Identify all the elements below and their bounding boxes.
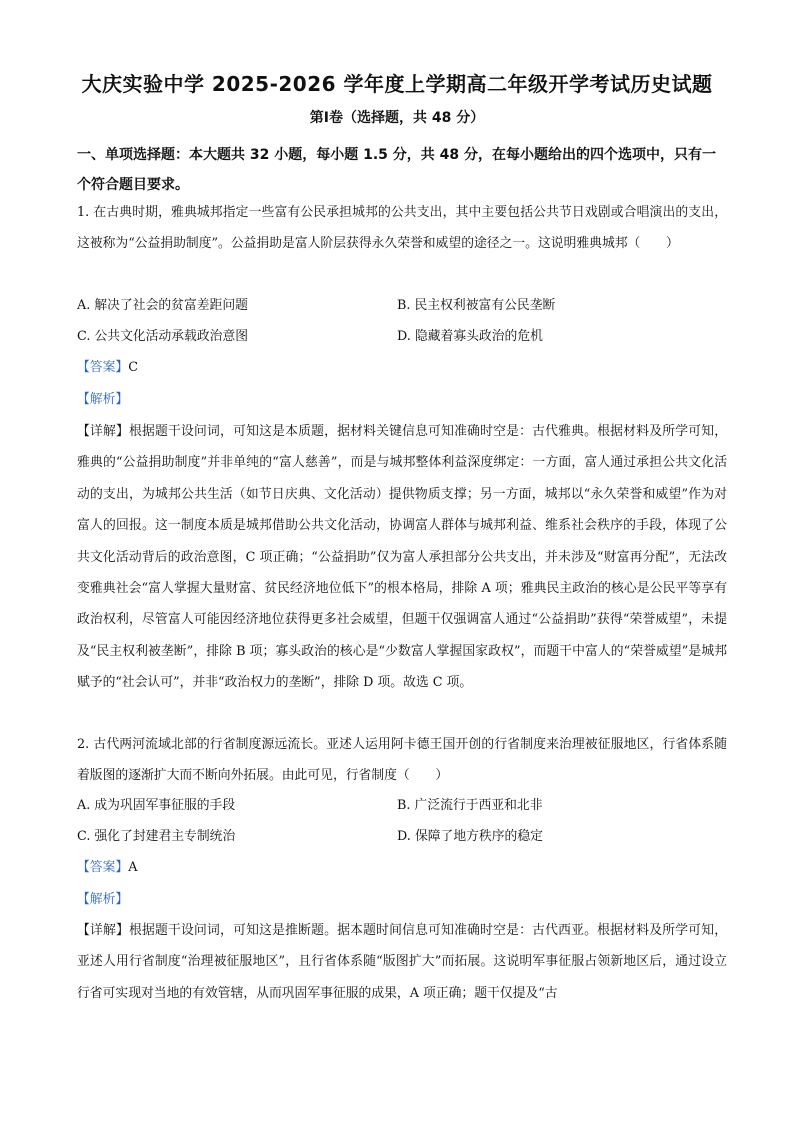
- q2-option-a: A. 成为巩固军事征服的手段: [77, 798, 236, 813]
- detail-tag: 【详解】: [77, 923, 130, 938]
- q2-detail-text: 根据题干设问词，可知这是推断题。据本题时间信息可知准确时空是：古代西亚。根据材料及所学可知，亚述人用行省制度“治理被征服地区”，且行省体系随“版图扩大”而拓展。这说明军事征服占领新地区后，通过设立行省可实现对当地的有效管辖，从而巩固军事征服的成果，A 项正确；题干仅提及“古: [77, 923, 728, 1001]
- analysis-tag: 【解析】: [77, 892, 129, 907]
- q1-option-d: D. 隐藏着寡头政治的危机: [397, 329, 543, 344]
- answer-tag: 【答案】: [77, 860, 129, 875]
- q2-answer-line: [77, 858, 137, 878]
- analysis-tag: 【解析】: [77, 392, 129, 407]
- q2-answer: A: [128, 860, 138, 875]
- q1-answer: C: [128, 360, 138, 375]
- q2-option-c: C. 强化了封建君主专制统治: [77, 829, 236, 844]
- page-title: 大庆实验中学 2025-2026 学年度上学期高二年级开学考试历史试题: [81, 72, 713, 96]
- q2-option-b: B. 广泛流行于西亚和北非: [397, 798, 543, 813]
- section-subtitle: 第Ⅰ卷（选择题，共 48 分）: [309, 110, 485, 126]
- detail-tag: 【详解】: [77, 424, 130, 439]
- q1-detail: [77, 416, 727, 699]
- q2-detail: [77, 915, 727, 1009]
- q1-option-a: A. 解决了社会的贫富差距问题: [77, 298, 248, 313]
- question-2-stem: 2. 古代两河流域北部的行省制度源远流长。亚述人运用阿卡德王国开创的行省制度来治理被征服地区，行省体系随着版图的逐渐扩大而不断向外拓展。由此可见，行省制度（ ）: [77, 737, 727, 784]
- q1-analysis-line: [77, 390, 128, 410]
- question-1-stem: 1. 在古典时期，雅典城邦指定一些富有公民承担城邦的公共支出，其中主要包括公共节日戏剧或合唱演出的支出，这被称为“公益捐助制度”。公益捐助是富人阶层获得永久荣誉和威望的途径之一。这说明雅典城邦（ ）: [77, 205, 727, 252]
- q1-detail-text: 根据题干设问词，可知这是本质题，据材料关键信息可知准确时空是：古代雅典。根据材料及所学可知，雅典的“公益捐助制度”并非单纯的“富人慈善”，而是与城邦整体利益深度绑定：一方面，富人通过承担公共文化活动的支出，为城邦公共生活（如节日庆典、文化活动）提供物质支撑；另一方面，城邦以“永久荣誉和威望”作为对富人的回报。这一制度本质是城邦借助公共文化活动，协调富人群体与城邦利益、维系社会秩序的手段，体现了公共文化活动背后的政治意图，C 项正确；“公益捐助”仅为富人承担部分公共支出，并未涉及“财富再分配”，无法改变雅典社会“富人掌握大量财富、贫民经济地位低下”的根本格局，排除 A 项；雅典民主政治的核心是公民平等享有政治权利，尽管富人可能因经济地位获得更多社会威望，但题干仅强调富人通过“公益捐助”获得“荣誉威望”，未提及“民主权利被垄断”，排除 B 项；寡头政治的核心是“少数富人掌握国家政权”，而题干中富人的“荣誉威望”是城邦赋予的“社会认可”，并非“政治权力的垄断”，排除 D 项。故选 C 项。: [77, 424, 728, 691]
- q1-option-b: B. 民主权利被富有公民垄断: [397, 298, 556, 313]
- q2-analysis-line: [77, 890, 128, 910]
- q1-answer-line: [77, 358, 138, 378]
- q1-option-c: C. 公共文化活动承载政治意图: [77, 329, 249, 344]
- section-heading: 一、单项选择题：本大题共 32 小题，每小题 1.5 分，共 48 分，在每小题给出的四个选项中，只有一个符合题目要求。: [77, 147, 717, 193]
- q2-option-d: D. 保障了地方秩序的稳定: [397, 829, 543, 844]
- answer-tag: 【答案】: [77, 360, 129, 375]
